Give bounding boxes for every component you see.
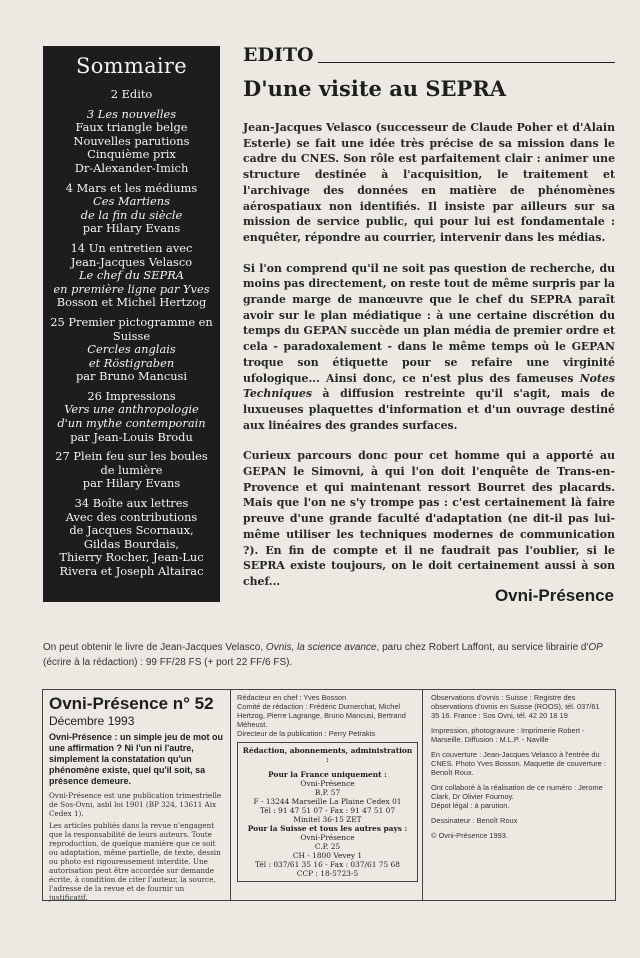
sommaire-line: Avec des contributions xyxy=(65,509,198,524)
edito-paragraph: Jean-Jacques Velasco (successeur de Claude Poher et d'Alain Esterle) se fait une idée très précise de sa mission dans le cadre du CNES. Son rôle est parfaitement clair : animer une structure destinée à l'acquisition, le traitement et l'archivage des données en matière de phénomènes aérospatiaux non identifiés. Il insiste par ailleurs sur sa mission de service public, qui pour lui est fondamentale : enquêter, répondre au courrier, intervenir dans les médias. xyxy=(243,121,615,244)
sommaire-line: Cinquième prix xyxy=(87,147,176,162)
sommaire-line: Rivera et Joseph Altairac xyxy=(59,564,204,578)
sommaire-line: par Hilary Evans xyxy=(82,221,181,236)
issue-publisher: Ovni-Présence est une publication trimestrielle de Sos-Ovni, asbl loi 1901 (BP 324, 13611 Aix Cedex 1). xyxy=(49,791,222,818)
issue-date: Décembre 1993 xyxy=(49,714,135,728)
sommaire-entry xyxy=(49,316,214,384)
sommaire-entry xyxy=(49,182,214,236)
france-address-line: Ovni-Présence xyxy=(300,779,355,788)
france-address-line: Tél : 91 47 51 07 - Fax : 91 47 51 07 xyxy=(259,806,396,815)
sommaire-line: de lumière xyxy=(100,462,163,477)
edito-header xyxy=(243,44,615,68)
france-address-line: B.P. 57 xyxy=(314,788,341,797)
sommaire-line: en première ligne par Yves xyxy=(53,281,210,296)
sommaire-entry xyxy=(49,242,214,310)
issue-legal: Les articles publiés dans la revue n'engagent que la responsabilité de leurs auteurs. Toute reproduction, de quelque manière que ce soit ou adaptation, même partielle, de texte, dessin ou photo est rigoureusement interdite. Une autorisation peut être accordée sur demande écrite, à condition de citer l'auteur, la source, l'adresse de la revue et de fournir un justificatif. xyxy=(49,821,221,902)
sommaire-line: par Hilary Evans xyxy=(82,476,181,491)
publication-director: Directeur de la publication : Perry Petrakis xyxy=(237,729,376,738)
sommaire-line: par Bruno Mancusi xyxy=(75,369,188,384)
sommaire-line: Gildas Bourdais, xyxy=(83,536,180,551)
colophon-issue xyxy=(43,690,231,900)
sommaire-entry xyxy=(49,108,214,176)
sommaire-line: par Jean-Louis Brodu xyxy=(70,429,193,444)
sommaire-list xyxy=(49,88,214,579)
sommaire-entry xyxy=(49,450,214,491)
subscription-heading: Rédaction, abonnements, administration : xyxy=(242,746,413,764)
printing-info: Impression, photogravure : Imprimerie Robert - Marseille. Diffusion : M.L.P. - Naville xyxy=(431,726,585,744)
sommaire-line: Vers une anthropologie xyxy=(64,402,199,417)
colophon-credits xyxy=(425,690,615,900)
editorial-committee: Comité de rédaction : Frédéric Dumerchat, Michel Hertzog, Pierre Lagrange, Bruno Mancusi, Bertrand Méheust. xyxy=(237,702,406,729)
sommaire-line: Bosson et Michel Hertzog xyxy=(56,295,207,310)
sommaire-line: 4 Mars et les médiums xyxy=(65,180,198,195)
edito-signature: Ovni-Présence xyxy=(494,586,614,605)
sommaire-title: Sommaire xyxy=(76,54,187,78)
subscription-box xyxy=(237,742,418,882)
editor-in-chief: Rédacteur en chef : Yves Bosson xyxy=(237,693,347,702)
sommaire-line: Nouvelles parutions xyxy=(73,133,190,148)
edito-paragraph: Si l'on comprend qu'il ne soit pas question de recherche, du moins pas directement, on reste tout de même surpris par la grande marge de manœuvre que le chef du SEPRA paraît avoir sur le plan médiatique : à une certaine discrétion du temps du GEPAN succède un plan média de premier ordre et cela - paradoxalement - dans le même temps où le GEPAN troque son étiquette pour se refaire une virginité ufologique... Ainsi donc, ce n'est plus des fameuses Notes Techniques à diffusion restreinte qu'il s'agit, mais de luxueuses plaquettes d'information et d'un ouvrage destiné aux linéaires des grandes surfaces. xyxy=(243,261,615,432)
sommaire-entry xyxy=(49,88,214,102)
suisse-address xyxy=(242,833,413,878)
sommaire-line: de la fin du siècle xyxy=(80,207,183,222)
issue-lead: Ovni-Présence : un simple jeu de mot ou une affirmation ? Ni l'un ni l'autre, simplement la constatation qu'un phénomène existe, quel qu'il soit, sa présence demeure. xyxy=(49,732,224,786)
sommaire-line: d'un mythe contemporain xyxy=(57,416,206,431)
suisse-address-line: C.P. 25 xyxy=(314,842,341,851)
edito-title: D'une visite au SEPRA xyxy=(243,76,507,101)
suisse-heading: Pour la Suisse et tous les autres pays : xyxy=(247,824,408,833)
issue-title: Ovni-Présence n° 52 xyxy=(49,694,214,713)
edito-paragraph: Curieux parcours donc pour cet homme qui a apporté au GEPAN le Simovni, à qui l'on doit l'enquête de Trans-en-Provence et qui maintenant ressort Bourret des placards. Mais que l'on ne s'y trompe pas : c'est certainement là faire preuve d'une grande faculté d'adaptation (ne dit-il pas lui-même utiliser les techniques modernes de communication ?). En fin de compte et il ne faudrait pas l'oublier, si le SEPRA existe toujours, on le doit certainement aussi à son chef... xyxy=(243,449,615,588)
sommaire-line: Le chef du SEPRA xyxy=(78,268,185,283)
france-address xyxy=(242,779,413,824)
edito-label: EDITO xyxy=(243,44,318,66)
sommaire-line: 3 Les nouvelles xyxy=(86,106,177,121)
sommaire-line: 27 Plein feu sur les boules xyxy=(55,449,208,464)
sommaire-line: de Jacques Scornaux, xyxy=(69,523,194,538)
sommaire-entry xyxy=(49,497,214,579)
sommaire-line: Faux triangle belge xyxy=(75,120,188,135)
observations-info: Observations d'ovnis : Suisse : Registre des observations d'ovnis en Suisse (ROOS), tél. 037/61 35 16. France : Sos Ovni, tél. 42 20 18 19 xyxy=(431,693,600,720)
sommaire-line: Suisse xyxy=(112,328,151,343)
sommaire-line: 34 Boîte aux lettres xyxy=(74,496,189,511)
sommaire-line: Jean-Jacques Velasco xyxy=(70,254,193,269)
sommaire-line: 26 Impressions xyxy=(87,388,176,403)
edito-body xyxy=(243,120,615,605)
sommaire-box xyxy=(43,46,220,602)
book-note: On peut obtenir le livre de Jean-Jacques Velasco, Ovnis, la science avance, paru chez Robert Laffont, au service librairie d'OP (écrire à la rédaction) : 99 FF/28 FS (+ port 22 FF/6 FS). xyxy=(43,642,603,668)
edito-rule xyxy=(313,62,615,63)
colophon-box xyxy=(42,689,616,901)
sommaire-line: 25 Premier pictogramme en xyxy=(50,314,213,329)
suisse-address-line: CH - 1800 Vevey 1 xyxy=(292,851,363,860)
sommaire-line: Dr-Alexander-Imich xyxy=(74,160,189,175)
suisse-address-line: CCP : 18-5723-5 xyxy=(296,869,359,878)
contributors-info: Ont collaboré à la réalisation de ce numéro : Jerome Clark, Dr Olivier Fournoy. xyxy=(431,783,603,801)
cover-info: En couverture : Jean-Jacques Velasco à l'entrée du CNES. Photo Yves Bosson. Maquette de couverture : Benoît Roux. xyxy=(431,750,606,777)
sommaire-line: Cercles anglais xyxy=(87,342,176,357)
suisse-address-line: Tél : 037/61 35 16 - Fax : 037/61 75 68 xyxy=(255,860,400,869)
illustrator-info: Dessinateur : Benoît Roux xyxy=(431,816,518,825)
copyright: © Ovni-Présence 1993. xyxy=(431,831,508,840)
sommaire-line: et Röstigraben xyxy=(88,355,175,370)
sommaire-entry xyxy=(49,390,214,444)
sommaire-line: Thierry Rocher, Jean-Luc xyxy=(59,550,204,565)
legal-deposit: Dépot légal : à parution. xyxy=(431,801,510,810)
sommaire-line: Ces Martiens xyxy=(93,194,170,209)
sommaire-line: 2 Edito xyxy=(110,87,153,101)
france-address-line: F - 13244 Marseille La Plaine Cedex 01 xyxy=(253,797,402,806)
france-heading: Pour la France uniquement : xyxy=(268,770,387,779)
france-address-line: Minitel 36-15 ZET xyxy=(293,815,362,824)
suisse-address-line: Ovni-Présence xyxy=(300,833,355,842)
colophon-editorial xyxy=(233,690,423,900)
sommaire-line: 14 Un entretien avec xyxy=(70,240,193,255)
